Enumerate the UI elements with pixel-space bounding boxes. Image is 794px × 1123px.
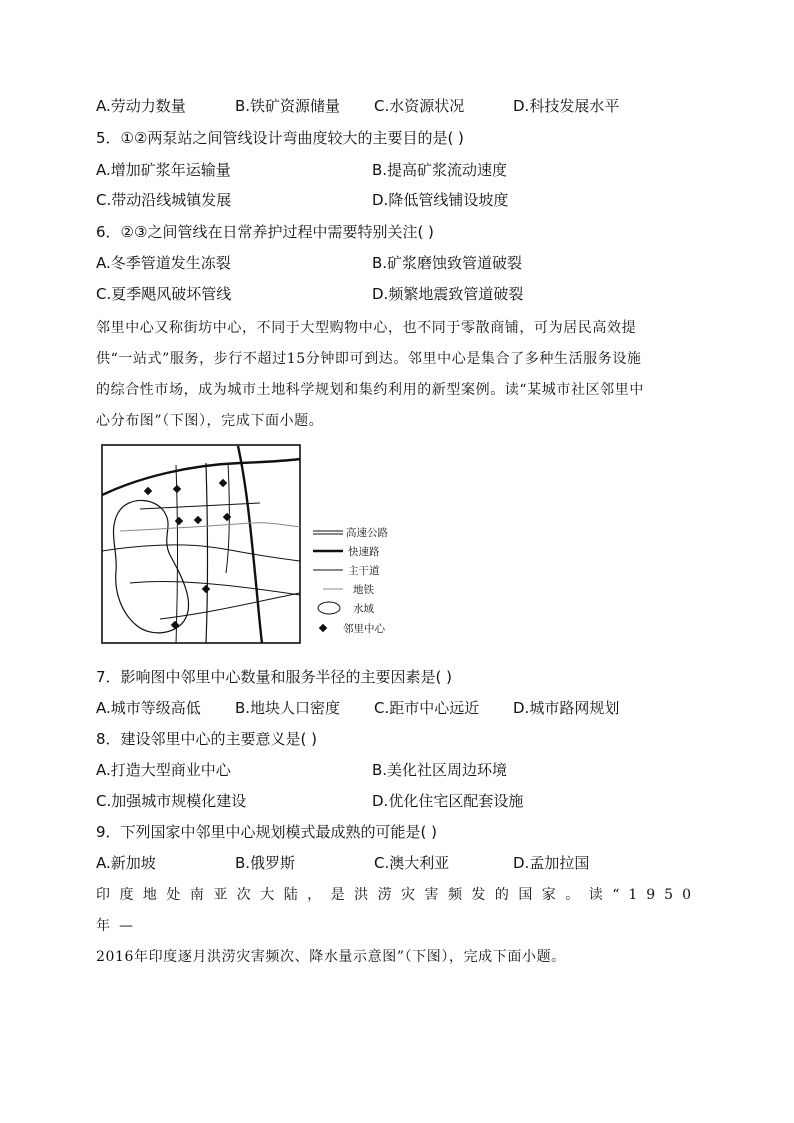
q8-option-d: D.优化住宅区配套设施 (372, 792, 524, 810)
q7-options (96, 698, 652, 718)
passage-line: 邻里中心又称街坊中心，不同于大型购物中心，也不同于零散商铺，可为居民高效提 (96, 320, 637, 336)
expressway-north (102, 459, 300, 495)
legend-main-road: 主干道 (348, 565, 380, 577)
q6-option-d: D.频繁地震致管道破裂 (372, 285, 524, 303)
center-marker (202, 585, 210, 593)
center-marker (175, 517, 183, 525)
q6-stem: 6．②③之间管线在日常养护过程中需要特别关注( ) (96, 223, 434, 241)
legend-metro: 地铁 (353, 584, 374, 596)
center-marker (194, 516, 202, 524)
q8-option-c: C.加强城市规模化建设 (96, 792, 247, 810)
q4-option-a: A.劳动力数量 (96, 97, 186, 115)
q4-option-b: B.铁矿资源储量 (235, 97, 341, 115)
q9-options (96, 853, 652, 873)
q7-option-c: C.距市中心远近 (374, 699, 480, 717)
q5-stem: 5．①②两泵站之间管线设计弯曲度较大的主要目的是( ) (96, 129, 464, 147)
passage-line: 供“一站式”服务，步行不超过15分钟即可到达。邻里中心是集合了多种生活服务设施 (96, 351, 642, 367)
center-marker (173, 485, 181, 493)
q8-stem: 8．建设邻里中心的主要意义是( ) (96, 730, 318, 748)
passage-line: 的综合性市场，成为城市土地科学规划和集约利用的新型案例。读“某城市社区邻里中 (96, 382, 644, 398)
q4-option-d: D.科技发展水平 (513, 97, 620, 115)
passage-line: 2016年印度逐月洪涝灾害频次、降水量示意图”（下图），完成下面小题。 (96, 949, 566, 965)
legend-expressway: 高速公路 (346, 527, 388, 539)
center-marker (144, 487, 152, 495)
q8-option-b: B.美化社区周边环境 (372, 761, 508, 779)
q7-option-b: B.地块人口密度 (235, 699, 341, 717)
legend-fast-road: 快速路 (348, 546, 380, 558)
q8-option-a: A.打造大型商业中心 (96, 761, 231, 779)
map-legend (313, 526, 388, 635)
q4-option-c: C.水资源状况 (374, 97, 465, 115)
q4-options (96, 96, 652, 116)
q6-option-c: C.夏季飓风破坏管线 (96, 285, 232, 303)
q9-option-d: D.孟加拉国 (513, 854, 590, 872)
q7-option-d: D.城市路网规划 (513, 699, 620, 717)
center-marker (223, 513, 231, 521)
legend-water: 水域 (353, 603, 374, 615)
q9-option-b: B.俄罗斯 (235, 854, 296, 872)
legend-neighborhood-center: 邻里中心 (343, 623, 385, 635)
expressway-east (238, 446, 262, 643)
q6-option-b: B.矿浆磨蚀致管道破裂 (372, 254, 523, 272)
q7-option-a: A.城市等级高低 (96, 699, 201, 717)
q5-option-a: A.增加矿浆年运输量 (96, 161, 231, 179)
neighborhood-center-map (100, 443, 400, 648)
main-road (206, 463, 208, 643)
passage-india-floods (96, 880, 700, 973)
passage-line: 印度地处南亚次大陆，是洪涝灾害频发的国家。读“1950年— (96, 887, 700, 934)
q5-option-c: C.带动沿线城镇发展 (96, 191, 232, 209)
q7-stem: 7．影响图中邻里中心数量和服务半径的主要因素是( ) (96, 668, 453, 686)
q5-option-d: D.降低管线铺设坡度 (372, 191, 509, 209)
q5-option-b: B.提高矿浆流动速度 (372, 161, 508, 179)
q9-option-a: A.新加坡 (96, 854, 156, 872)
passage-line: 心分布图”（下图），完成下面小题。 (96, 413, 324, 429)
center-marker (219, 479, 227, 487)
passage-neighborhood-center (96, 313, 700, 437)
q9-option-c: C.澳大利亚 (374, 854, 450, 872)
q6-option-a: A.冬季管道发生冻裂 (96, 254, 231, 272)
q9-stem: 9．下列国家中邻里中心规划模式最成熟的可能是( ) (96, 823, 438, 841)
